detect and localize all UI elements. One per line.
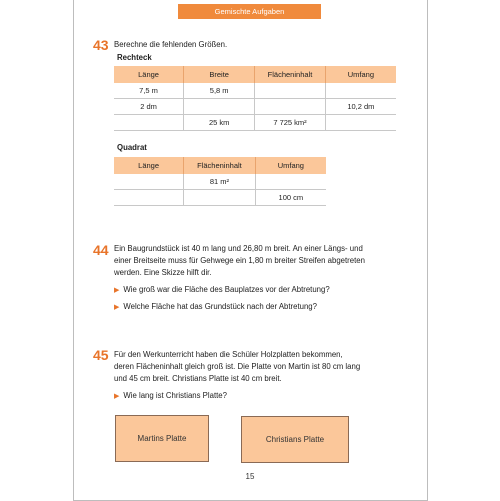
task-number-44: 44 [93, 242, 109, 258]
task-43-instruction: Berechne die fehlenden Größen. [114, 40, 228, 49]
task-number-43: 43 [93, 37, 109, 53]
table-cell [114, 174, 184, 190]
triangle-bullet-icon: ▶ [114, 287, 120, 294]
table-cell [114, 115, 184, 131]
table-cell: 100 cm [255, 190, 326, 206]
table-row [114, 83, 396, 99]
column-header: Länge [114, 157, 184, 174]
page-number: 15 [245, 472, 255, 481]
column-header: Länge [114, 66, 184, 83]
rechteck-table [114, 66, 396, 131]
quadrat-table [114, 157, 326, 206]
task-number-45: 45 [93, 347, 109, 363]
question-text: Wie groß war die Fläche des Bauplatzes vor der Abtretung? [123, 285, 330, 294]
column-header: Breite [184, 66, 255, 83]
christians-plate: Christians Platte [241, 416, 349, 463]
task-44-line-3: werden. Eine Skizze hilft dir. [114, 268, 212, 277]
table-cell [255, 83, 326, 99]
table-cell: 81 m² [184, 174, 256, 190]
table-cell [325, 83, 396, 99]
table-cell: 7 725 km² [255, 115, 326, 131]
task-44-question-1 [114, 285, 330, 296]
task-45-question [114, 391, 227, 402]
table-row [114, 190, 326, 206]
table-cell [325, 115, 396, 131]
table-cell [255, 174, 326, 190]
question-text: Wie lang ist Christians Platte? [123, 391, 227, 400]
section-header: Gemischte Aufgaben [178, 4, 321, 19]
quadrat-title: Quadrat [117, 143, 147, 152]
table-cell: 25 km [184, 115, 255, 131]
column-header: Umfang [255, 157, 326, 174]
quadrat-header-row [114, 157, 326, 174]
task-45-line-3: und 45 cm breit. Christians Platte ist 40 cm breit. [114, 374, 282, 383]
rechteck-header-row [114, 66, 396, 83]
table-row [114, 99, 396, 115]
question-text: Welche Fläche hat das Grundstück nach der Abtretung? [123, 302, 317, 311]
column-header: Flächeninhalt [184, 157, 256, 174]
task-44-line-1: Ein Baugrundstück ist 40 m lang und 26,80 m breit. An einer Längs- und [114, 244, 363, 253]
rechteck-title: Rechteck [117, 53, 152, 62]
task-44-question-2 [114, 302, 317, 313]
column-header: Flächeninhalt [255, 66, 326, 83]
table-cell: 5,8 m [184, 83, 255, 99]
table-cell: 2 dm [114, 99, 184, 115]
triangle-bullet-icon: ▶ [114, 393, 120, 400]
triangle-bullet-icon: ▶ [114, 304, 120, 311]
table-cell: 7,5 m [114, 83, 184, 99]
table-cell: 10,2 dm [325, 99, 396, 115]
table-cell [255, 99, 326, 115]
task-44-line-2: einer Breitseite muss für Gehwege ein 1,80 m breiter Streifen abgetreten [114, 256, 365, 265]
table-row [114, 115, 396, 131]
task-45-line-1: Für den Werkunterricht haben die Schüler Holzplatten bekommen, [114, 350, 343, 359]
martins-plate: Martins Platte [115, 415, 209, 462]
table-cell [114, 190, 184, 206]
task-45-line-2: deren Flächeninhalt gleich groß ist. Die Platte von Martin ist 80 cm lang [114, 362, 361, 371]
column-header: Umfang [325, 66, 396, 83]
table-row [114, 174, 326, 190]
table-cell [184, 99, 255, 115]
table-cell [184, 190, 256, 206]
